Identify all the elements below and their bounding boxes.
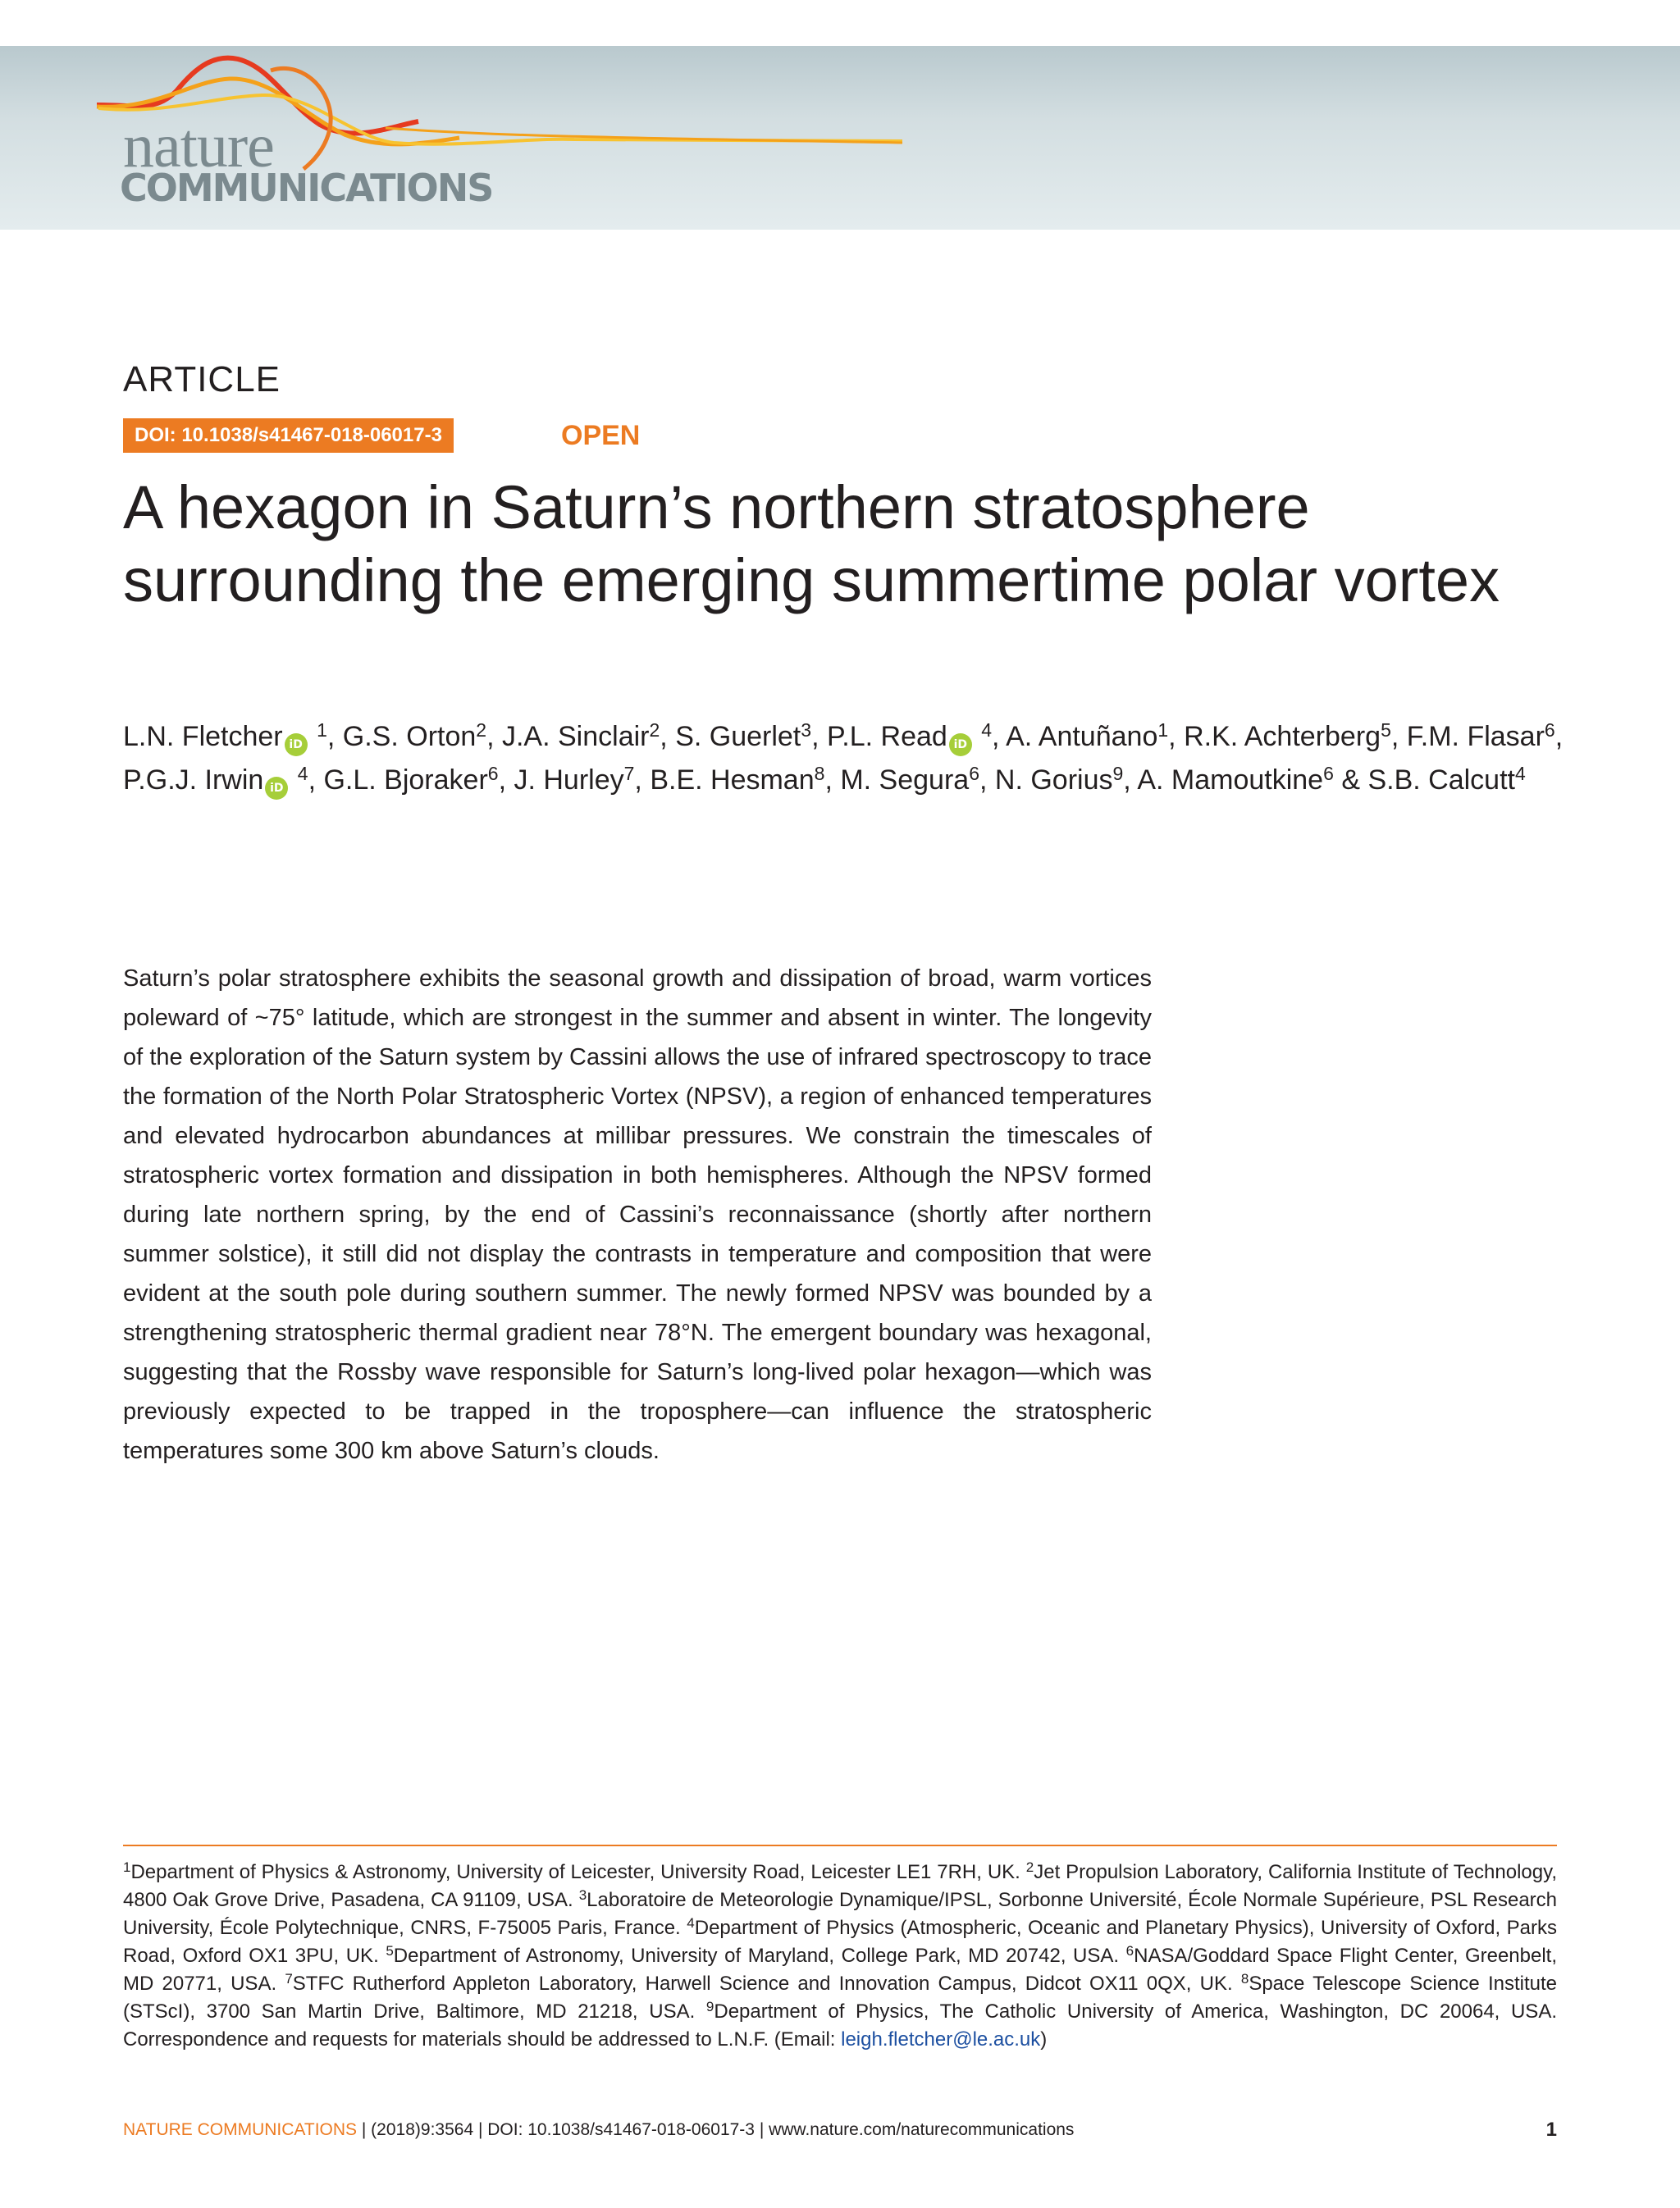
affiliation-text: NASA/Goddard Space Flight Center, Greenbelt, MD 20771, USA. xyxy=(123,1945,1558,1995)
affiliation-text: Department of Astronomy, University of Maryland, College Park, MD 20742, USA. xyxy=(393,1945,1120,1967)
author-separator: , xyxy=(824,764,841,796)
author-name: G.S. Orton xyxy=(342,721,477,752)
affiliation-text: Department of Physics & Astronomy, University of Leicester, University Road, Leicester LE1 7RH, UK. xyxy=(130,1861,1020,1883)
author-separator: , xyxy=(1168,721,1185,752)
page-number: 1 xyxy=(1545,2119,1557,2141)
affiliation-number: 7 xyxy=(285,1971,293,1987)
journal-banner xyxy=(0,46,1680,230)
author-affiliation-number: 6 xyxy=(969,763,979,784)
author-name: S.B. Calcutt xyxy=(1367,764,1515,796)
affiliation-number: 4 xyxy=(687,1915,695,1931)
brand-communications-text: COMMUNICATIONS xyxy=(120,166,493,210)
author-separator: , xyxy=(992,721,1007,752)
affiliation-number: 8 xyxy=(1240,1971,1249,1987)
correspondence-text: Correspondence and requests for materials should be addressed to L.N.F. (Email: xyxy=(123,2028,842,2051)
author-name: F.M. Flasar xyxy=(1406,721,1545,752)
affiliation-list xyxy=(123,1861,1557,2023)
author-separator: , xyxy=(811,721,827,752)
author-affiliation-number: 1 xyxy=(317,719,327,741)
author-name: N. Gorius xyxy=(994,764,1113,796)
author-list xyxy=(123,715,1575,802)
author-name: R.K. Achterberg xyxy=(1184,721,1381,752)
author-separator: , xyxy=(634,764,651,796)
author-name: G.L. Bjoraker xyxy=(323,764,488,796)
author-separator: , xyxy=(660,721,676,752)
brand-nature-text: nature xyxy=(123,112,274,180)
author-affiliation-number: 5 xyxy=(1381,719,1391,741)
affiliations xyxy=(123,1859,1557,2054)
orcid-icon[interactable]: iD xyxy=(285,733,308,756)
article-type-label: ARTICLE xyxy=(123,359,281,399)
author-affiliation-number: 4 xyxy=(1514,763,1526,784)
affiliation-text: Laboratoire de Meteorologie Dynamique/IPSL, Sorbonne Université, École Normale Supérieure, PSL Research University, École Polytechnique, CNRS, F-75005 Paris, France. xyxy=(123,1889,1558,1939)
author-separator: , xyxy=(308,764,324,796)
author-separator: , xyxy=(498,764,514,796)
author-name: J. Hurley xyxy=(514,764,624,796)
footer-citation: | (2018)9:3564 | DOI: 10.1038/s41467-018-06017-3 | www.nature.com/naturecommunications xyxy=(357,2120,1075,2139)
affiliation-number: 9 xyxy=(705,1999,714,2014)
correspondence-email-link[interactable]: leigh.fletcher@le.ac.uk xyxy=(841,2028,1041,2051)
author-separator: , xyxy=(1554,721,1564,752)
author-affiliation-number: 2 xyxy=(476,719,487,741)
affiliation-text: STFC Rutherford Appleton Laboratory, Harwell Science and Innovation Campus, Didcot OX11 0QX, UK. xyxy=(292,1973,1233,1995)
doi-badge[interactable]: DOI: 10.1038/s41467-018-06017-3 xyxy=(123,418,454,453)
footer-journal-name: NATURE COMMUNICATIONS xyxy=(123,2120,358,2139)
affiliation-number: 1 xyxy=(123,1859,131,1875)
affiliation-text: Jet Propulsion Laboratory, California Institute of Technology, 4800 Oak Grove Drive, Pasadena, CA 91109, USA. xyxy=(123,1861,1557,1911)
page-footer xyxy=(123,2118,1557,2142)
author-name: S. Guerlet xyxy=(675,721,801,752)
author-name: A. Antuñano xyxy=(1006,721,1158,752)
author-affiliation-number: 1 xyxy=(1157,719,1169,741)
author-affiliation-number: 6 xyxy=(1544,719,1555,741)
correspondence-close: ) xyxy=(1040,2028,1048,2051)
author-separator: , xyxy=(1123,764,1138,796)
author-separator: , xyxy=(979,764,995,796)
author-affiliation-number: 2 xyxy=(649,719,660,741)
abstract: Saturn’s polar stratosphere exhibits the seasonal growth and dissipation of broad, warm vortices poleward of ~75° latitude, which are strongest in the summer and absent in winter. The longevity of the exploration of the Saturn system by Cassini allows the use of infrared spectroscopy to trace the formation of the North Polar Stratospheric Vortex (NPSV), a region of enhanced temperatures and elevated hydrocarbon abundances at millibar pressures. We constrain the timescales of stratospheric vortex formation and dissipation in both hemispheres. Although the NPSV formed during late northern spring, by the end of Cassini’s reconnaissance (shortly after northern summer solstice), it still did not display the contrasts in temperature and composition that were evident at the south pole during southern summer. The newly formed NPSV was bounded by a strengthening stratospheric thermal gradient near 78°N. The emergent boundary was hexagonal, suggesting that the Rossby wave responsible for Saturn’s long-lived polar hexagon—which was previously expected to be trapped in the troposphere—can influence the stratospheric temperatures some 300 km above Saturn’s clouds. xyxy=(123,965,1152,1464)
author-affiliation-number: 8 xyxy=(814,763,825,784)
affiliation-number: 2 xyxy=(1025,1859,1034,1875)
author-affiliation-number: 4 xyxy=(297,763,308,784)
footnote-divider xyxy=(123,1845,1557,1846)
orcid-icon[interactable]: iD xyxy=(265,777,288,800)
affiliation-number: 3 xyxy=(578,1887,587,1903)
author-name: L.N. Fletcher xyxy=(123,721,283,752)
author-separator: , xyxy=(1390,721,1407,752)
affiliation-text: Department of Physics (Atmospheric, Oceanic and Planetary Physics), University of Oxford, Parks Road, Oxford OX1 3PU, UK. xyxy=(123,1917,1558,1967)
author-separator: & xyxy=(1333,764,1368,796)
author-separator: , xyxy=(326,721,343,752)
author-affiliation-number: 7 xyxy=(623,763,635,784)
author-affiliation-number: 9 xyxy=(1112,763,1124,784)
orcid-icon[interactable]: iD xyxy=(949,733,972,756)
author-name: B.E. Hesman xyxy=(650,764,815,796)
affiliation-text: Department of Physics, The Catholic University of America, Washington, DC 20064, USA. xyxy=(714,2000,1557,2023)
open-access-label: OPEN xyxy=(561,420,641,451)
affiliation-number: 6 xyxy=(1125,1943,1134,1959)
author-name: P.G.J. Irwin xyxy=(123,764,264,796)
author-name: M. Segura xyxy=(840,764,970,796)
author-affiliation-number: 6 xyxy=(487,763,499,784)
author-affiliation-number: 6 xyxy=(1323,763,1334,784)
author-affiliation-number: 4 xyxy=(981,719,993,741)
author-affiliation-number: 3 xyxy=(801,719,812,741)
article-title: A hexagon in Saturn’s northern stratosphere surrounding the emerging summertime polar vortex xyxy=(123,473,1500,614)
author-name: P.L. Read xyxy=(826,721,947,752)
author-name: A. Mamoutkine xyxy=(1137,764,1324,796)
author-name: J.A. Sinclair xyxy=(501,721,650,752)
affiliation-text: Space Telescope Science Institute (STScI), 3700 San Martin Drive, Baltimore, MD 21218, USA. xyxy=(123,1973,1557,2023)
affiliation-number: 5 xyxy=(386,1943,394,1959)
author-separator: , xyxy=(486,721,502,752)
